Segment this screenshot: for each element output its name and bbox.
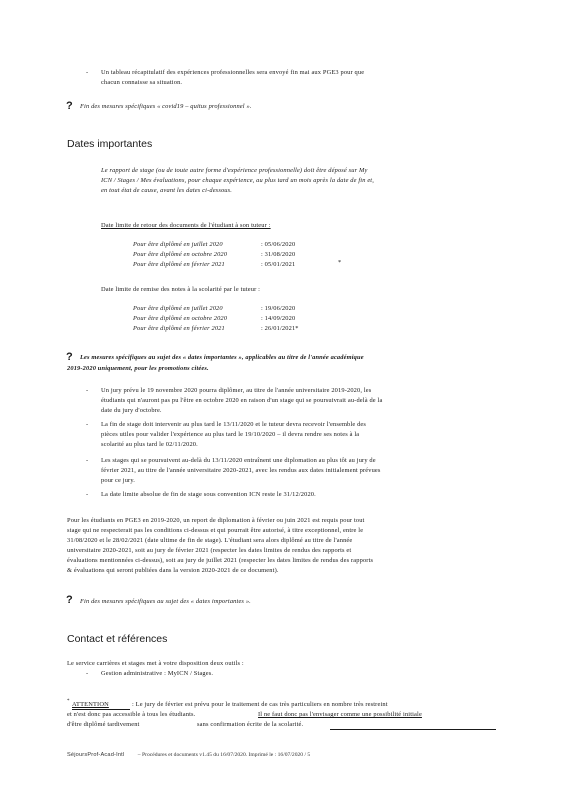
- bullet-dash: -: [86, 457, 89, 464]
- tutor-row-date: : 31/08/2020: [261, 251, 296, 258]
- tutor-row-label: Pour être diplômé en février 2021: [133, 261, 225, 268]
- tutor-row-date: : 05/06/2020: [261, 241, 296, 248]
- section-title-contact: Contact et références: [67, 633, 168, 645]
- page-footer: [67, 751, 310, 759]
- question-icon: ?: [66, 351, 73, 363]
- bullet-dash: -: [86, 670, 89, 677]
- dates-intro-line3: en tout état de cause, avant les dates ci-dessous.: [101, 187, 233, 194]
- tutor-row-date: : 05/01/2021: [261, 261, 296, 268]
- contact-line: Le service carrières et stages met à votre disposition deux outils :: [67, 660, 244, 667]
- footnote-mark: *: [67, 699, 70, 704]
- footer-brand: SéjoursProf-Acad-Intl: [67, 752, 125, 758]
- specific-bullet4-line1: La date limite absolue de fin de stage sous convention ICN reste le 31/12/2020.: [101, 491, 316, 498]
- intro-bullet-line1: Un tableau récapitulatif des expériences professionnelles sera envoyé fin mai aux PGE3 pour que: [101, 69, 365, 76]
- attention-line3b: sans confirmation écrite de la scolarité.: [197, 721, 304, 728]
- specific-measures-line2: 2019-2020 uniquement, pour les promotions citées.: [67, 365, 209, 372]
- question-icon: ?: [66, 594, 73, 606]
- dates-intro-line2: ICN / Stages / Mes évaluations, pour chaque expérience, au plus tard un mois après la date de fin et,: [101, 177, 374, 184]
- report-paragraph-line2: stage qui ne respecterait pas les conditions ci-dessus et qui pourrait être autorisé, à titre exceptionnel, entre le: [67, 527, 364, 534]
- end-dates-note: Fin des mesures spécifiques au sujet des « dates importantes ».: [80, 598, 251, 605]
- report-paragraph-line4: universitaire 2020-2021, soit au jury de février 2021 (respecter les dates limites de rendus des rapports et: [67, 547, 352, 554]
- school-row-date: : 14/09/2020: [261, 315, 296, 322]
- attention-line2a: et n'est donc pas accessible à tous les étudiants.: [67, 711, 196, 718]
- school-row-date: : 19/06/2020: [261, 305, 296, 312]
- specific-bullet1-line2: étudiants qui n'auront pas pu l'être en octobre 2020 en raison d'un stage qui se poursuivrait au-delà de la: [101, 397, 383, 404]
- bullet-dash: -: [86, 69, 89, 76]
- attention-line1: : Le jury de février est prévu pour le traitement de cas très particuliers en nombre très restreint: [132, 701, 388, 708]
- section-title-dates: Dates importantes: [67, 138, 153, 150]
- contact-bullet: Gestion administrative : MyICN / Stages.: [101, 670, 214, 677]
- footnote-mark: *: [338, 259, 342, 266]
- bullet-dash: -: [86, 491, 89, 498]
- specific-bullet3-line3: pour ce jury.: [101, 477, 136, 484]
- specific-measures-line1: Les mesures spécifiques au sujet des « dates importantes », applicables au titre de l'année académique: [80, 354, 364, 361]
- report-paragraph-line1: Pour les étudiants en PGE3 en 2019-2020, un report de diplomation à février ou juin 2021 est requis pour tout: [67, 517, 365, 524]
- report-paragraph-line5: évaluations mentionnées ci-dessus), soit au jury de juillet 2021 (respecter les dates limites de rendus des rapports: [67, 557, 374, 564]
- attention-label: ATTENTION: [72, 701, 109, 708]
- school-row-date: : 26/01/2021*: [261, 325, 299, 332]
- school-row-label: Pour être diplômé en octobre 2020: [133, 315, 228, 322]
- specific-bullet1-line1: Un jury prévu le 19 novembre 2020 pourra diplômer, au titre de l'année universitaire 2019-2020, les: [101, 387, 372, 394]
- attention-line2b: Il ne faut donc pas l'envisager comme une possibilité initiale: [258, 711, 422, 718]
- report-paragraph-line3: 31/08/2020 et le 28/02/2021 (date ultime de fin de stage). L'étudiant sera alors diplômé au titre de l'année: [67, 537, 353, 544]
- attention-line3a: d'être diplômé tardivement: [67, 721, 140, 728]
- school-deadline-heading: Date limite de remise des notes à la scolarité par le tuteur :: [101, 286, 261, 293]
- tutor-row-label: Pour être diplômé en octobre 2020: [133, 251, 228, 258]
- attention-underline: [330, 729, 496, 730]
- specific-bullet3-line2: février 2021, au titre de l'année universitaire 2020-2021, avec les rendus aux dates initialement prévues: [101, 467, 381, 474]
- specific-bullet3-line1: Les stages qui se poursuivent au-delà du 13/11/2020 entraînent une diplomation au plus tôt au jury de: [101, 457, 376, 464]
- footer-text: – Procédures et documents v1.45 du 16/07/2020. Imprimé le : 16/07/2020 / 5: [137, 752, 311, 758]
- specific-bullet2-line1: La fin de stage doit intervenir au plus tard le 13/11/2020 et le tuteur devra recevoir l'ensemble des: [101, 421, 367, 428]
- school-row-label: Pour être diplômé en juillet 2020: [133, 305, 223, 312]
- dates-intro-line1: Le rapport de stage (ou de toute autre forme d'expérience professionnelle) doit être déposé sur My: [101, 167, 368, 174]
- question-icon: ?: [66, 100, 73, 112]
- intro-bullet-line2: chacun connaisse sa situation.: [101, 79, 183, 86]
- report-paragraph-line6: & évaluations qui seront publiées dans la version 2020-2021 de ce document).: [67, 567, 279, 574]
- specific-bullet2-line3: scolarité au plus tard le 02/11/2020.: [101, 441, 198, 448]
- specific-bullet1-line3: date du jury d'octobre.: [101, 407, 162, 414]
- bullet-dash: -: [86, 387, 89, 394]
- end-covid-note: Fin des mesures spécifiques « covid19 – quitus professionnel ».: [80, 103, 252, 110]
- specific-bullet2-line2: pièces utiles pour valider l'expérience au plus tard le 19/10/2020 – il devra rendre ses notes à la: [101, 431, 360, 438]
- tutor-row-label: Pour être diplômé en juillet 2020: [133, 241, 223, 248]
- tutor-deadline-heading: Date limite de retour des documents de l'étudiant à son tuteur :: [101, 222, 271, 229]
- school-row-label: Pour être diplômé en février 2021: [133, 325, 225, 332]
- bullet-dash: -: [86, 421, 89, 428]
